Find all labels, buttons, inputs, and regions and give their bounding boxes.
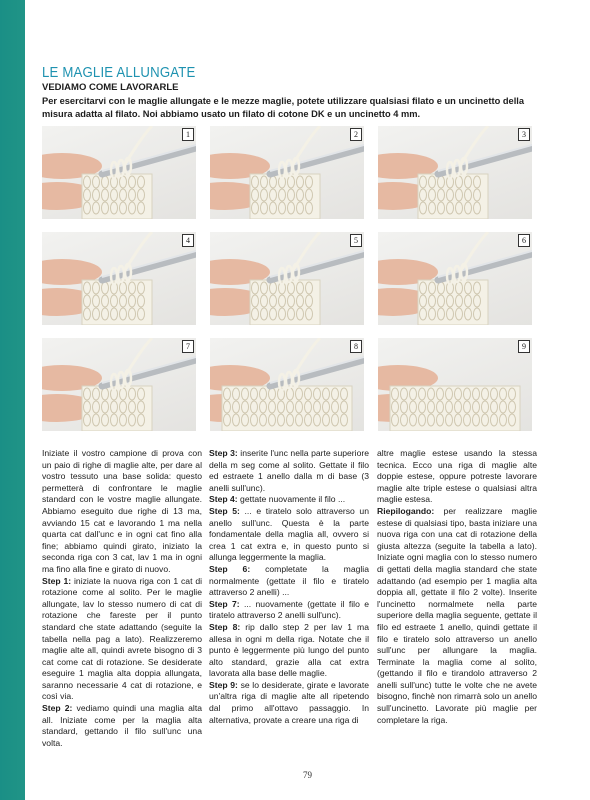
- step-photo-8: [210, 338, 364, 431]
- step-label: Step 3:: [209, 448, 238, 458]
- paragraph: [209, 494, 369, 506]
- paragraph: [377, 506, 537, 726]
- paragraph: [209, 564, 369, 599]
- step-photo-grid: [42, 126, 560, 431]
- step-photo-9: [378, 338, 532, 431]
- paragraph-text: completate la maglia normalmente (gettate il filo e tiratelo attraverso 2 anelli) ...: [209, 563, 369, 598]
- paragraph: [377, 448, 537, 506]
- step-number-badge: 5: [350, 234, 362, 247]
- text-column-2: [209, 448, 369, 726]
- paragraph: [209, 448, 369, 494]
- step-label: Step 2:: [42, 703, 73, 714]
- step-number-badge: 1: [182, 128, 194, 141]
- paragraph: [209, 599, 369, 622]
- step-label: Step 4:: [209, 494, 238, 505]
- step-number-badge: 6: [518, 234, 530, 247]
- intro-paragraph: Per esercitarvi con le maglie allungate e le mezze maglie, potete utilizzare qualsiasi filato e un uncinetto della misura adatta al filato. Noi abbiamo usato un filato di cotone DK e un uncinetto 4 mm.: [42, 96, 525, 119]
- paragraph-text: se lo desiderate, girate e lavorate un'altra riga di maglie alte all ripetendo dal primo all'ottavo passaggio. In alternativa, provate a creare una riga di: [209, 679, 369, 725]
- magazine-page: [25, 0, 590, 800]
- photo-illustration: [210, 232, 364, 325]
- step-label: Step 1:: [42, 575, 72, 586]
- step-number-badge: 3: [518, 128, 530, 141]
- step-photo-5: [210, 232, 364, 325]
- step-number-badge: 9: [518, 340, 530, 353]
- step-photo-6: [378, 232, 532, 325]
- paragraph-text: rip dallo step 2 per lav 1 ma allesa in ogni m della riga. Notate che il punto è leggermente più lungo del punto alto standard, grazie alla cat extra lavorata alla base delle maglie.: [209, 621, 369, 679]
- step-number-badge: 8: [350, 340, 362, 353]
- step-photo-1: [42, 126, 196, 219]
- paragraph: [209, 680, 369, 726]
- paragraph: [209, 506, 369, 564]
- paragraph: [42, 703, 202, 749]
- paragraph-text: gettate nuovamente il filo ...: [237, 494, 346, 505]
- paragraph-text: altre maglie estese usando la stessa tecnica. Ecco una riga di maglie alte doppie estese, oppure potreste lavorare maglie alte triple estese o qualsiasi altra maglie estesa.: [377, 448, 537, 505]
- step-label: Step 8:: [209, 621, 241, 632]
- photo-illustration: [42, 338, 196, 431]
- paragraph-text: inserite l'unc nella parte superiore della m seg come al solito. Gettate il filo ed estraete 1 anello dalla m di base (3 anelli sull'unc).: [209, 448, 369, 493]
- step-label: Step 9:: [209, 679, 238, 690]
- photo-illustration: [378, 232, 532, 325]
- step-label: Step 7:: [209, 598, 240, 609]
- paragraph: [42, 576, 202, 704]
- step-label: Step 5:: [209, 505, 240, 516]
- paragraph-text: ... nuovamente (gettate il filo e tiratelo attraverso 2 anelli sull'unc).: [209, 598, 370, 621]
- photo-illustration: [42, 232, 196, 325]
- step-number-badge: 7: [182, 340, 194, 353]
- step-number-badge: 2: [350, 128, 362, 141]
- paragraph-text: vediamo quindi una maglia alta all. Iniziate come per la maglia alta standard, gettando il filo sull'unc una volta.: [42, 703, 202, 748]
- paragraph-text: per realizzare maglie estese di qualsiasi tipo, basta iniziare una nuova riga con una cat di rotazione della giusta altezza (seguite la tabella a lato). Iniziate ogni maglia con lo stesso numero di gettati della maglia standard che state adattando (ad esempio per 1 maglia alta doppia all, gettate il filo 2 volte). Inserite l'uncinetto normalmete nella parte superiore della maglia seguente, gettate il filo ed estraete 1 anello, quindi gettate il filo e tiratelo solo attraverso un anello sull'unc per allungare la maglia. Terminate la maglia come al solito, (gettando il filo e tirandolo attraverso 2 anelli sull'unc) tutte le volte che ne avete bisogno, finchè non rimarrà solo un anello sull'uncinetto. Lavorate più maglie per completare la riga.: [377, 505, 537, 725]
- text-column-1: [42, 448, 202, 749]
- step-label: Riepilogando:: [377, 505, 435, 516]
- step-photo-2: [210, 126, 364, 219]
- photo-illustration: [42, 126, 196, 219]
- paragraph-text: Iniziate il vostro campione di prova con un paio di righe di maglie alte, per dare al vostro tessuto una base solida: questo permetterà di confrontare le maglie standard con le vostre maglie allungate. Abbiamo eseguito due righe di 13 ma, avviando 15 cat e lavorando 1 ma nella quarta cat dall'unc e in ogni cat fino alla fine; abbiamo quindi girato, iniziato la seconda riga con 3 cat, lav 1 ma in ogni ma fino alla fine e girato di nuovo.: [42, 448, 202, 574]
- step-number-badge: 4: [182, 234, 194, 247]
- section-title: LE MAGLIE ALLUNGATE: [42, 64, 196, 81]
- paragraph: [209, 622, 369, 680]
- paragraph-text: iniziate la nuova riga con 1 cat di rotazione come al solito. Per le maglie allungate, lav lo stesso numero di cat di rotazione che fareste per il punto standard che state adattando (seguite la tabella nella pag a lato). Realizzeremo maglie alte all, quindi avrete bisogno di 3 cat come cat di rotazione. Se desiderate eseguire 1 maglia alta doppia allungata, saranno necessarie 4 cat di rotazione, e così via.: [42, 575, 203, 702]
- page-number: 79: [303, 770, 312, 780]
- step-photo-3: [378, 126, 532, 219]
- photo-illustration: [378, 338, 532, 431]
- step-photo-4: [42, 232, 196, 325]
- photo-illustration: [210, 338, 364, 431]
- text-column-3: [377, 448, 537, 726]
- paragraph-text: ... e tiratelo solo attraverso un anello sull'unc. Questa è la parte fondamentale della maglia all, ovvero si crea 1 cat extra e, in questo punto si allunga leggermente la maglia.: [209, 505, 369, 563]
- step-photo-7: [42, 338, 196, 431]
- watermark: PassionForum.ru: [509, 785, 586, 796]
- step-label: Step 6:: [209, 563, 251, 574]
- photo-illustration: [210, 126, 364, 219]
- section-subtitle: VEDIAMO COME LAVORARLE: [42, 82, 179, 93]
- photo-illustration: [378, 126, 532, 219]
- paragraph: [42, 448, 202, 576]
